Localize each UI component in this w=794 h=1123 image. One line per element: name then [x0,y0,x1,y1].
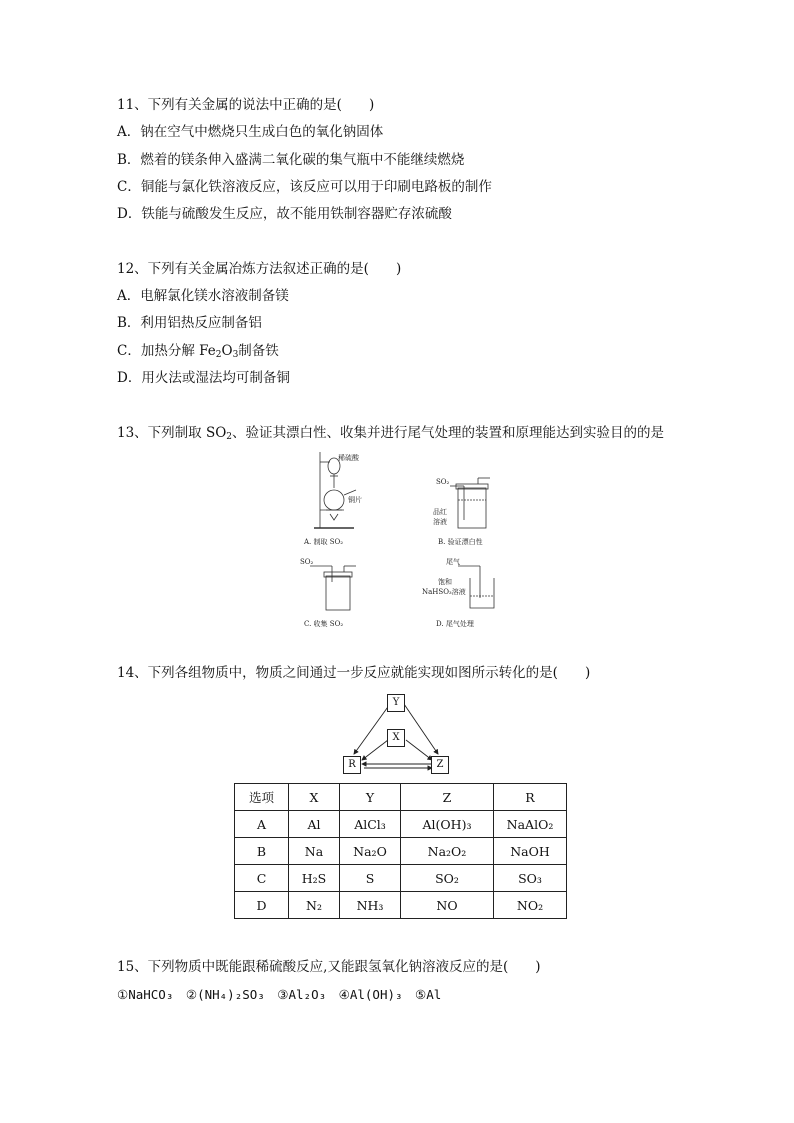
table-header-cell: X [289,784,340,811]
table-row [235,811,567,838]
apparatus-figure [290,448,520,630]
table-header-cell: Y [340,784,401,811]
q11-option-c: C．铜能与氯化铁溶液反应，该反应可以用于印刷电路板的制作 [117,179,492,195]
fig-d-sol1-label: 饱和 [438,578,452,586]
node-z: Z [431,756,449,774]
table-cell: AlCl₃ [340,811,401,838]
fig-b-caption: B. 验证漂白性 [438,538,483,546]
apparatus-c [310,566,356,610]
q12-option-c: C．加热分解 $Fe_2O_3$制备铁 [117,343,279,360]
fig-d-caption: D. 尾气处理 [436,620,474,628]
apparatus-d [458,566,494,608]
table-cell: Na₂O₂ [401,838,494,865]
table-cell: N₂ [289,892,340,919]
table-cell: Al(OH)₃ [401,811,494,838]
table-cell: Al [289,811,340,838]
fig-a-caption: A. 制取 SO₂ [304,538,344,546]
table-cell: Na₂O [340,838,401,865]
table-cell: C [235,865,289,892]
table-cell: A [235,811,289,838]
q11-option-d: D．铁能与硫酸发生反应，故不能用铁制容器贮存浓硫酸 [117,206,452,222]
node-x: X [387,729,405,747]
q13-stem: 13、下列制取 $SO_2$、验证其漂白性、收集并进行尾气处理的装置和原理能达到实验目的的是 [117,425,665,442]
table-cell: S [340,865,401,892]
fig-c-caption: C. 收集 SO₂ [304,620,344,628]
fig-c-gas-label: SO₂ [300,558,314,566]
q11-stem: 11、下列有关金属的说法中正确的是( ) [117,97,375,113]
table-cell: SO₂ [401,865,494,892]
apparatus-a [314,452,356,528]
q12-stem: 12、下列有关金属冶炼方法叙述正确的是( ) [117,261,402,277]
fig-b-sol2-label: 溶液 [433,518,447,526]
table-cell: SO₃ [494,865,567,892]
q11-option-b: B．燃着的镁条伸入盛满二氧化碳的集气瓶中不能继续燃烧 [117,152,465,168]
q15-options: ①NaHCO₃ ②(NH₄)₂SO₃ ③Al₂O₃ ④Al(OH)₃ ⑤Al [117,987,442,1002]
table-cell: B [235,838,289,865]
fig-b-sol1-label: 品红 [433,508,447,516]
q12-option-b: B．利用铝热反应制备铝 [117,315,262,331]
q12-option-a: A．电解氯化镁水溶液制备镁 [117,288,289,304]
table-header-row [235,784,567,811]
table-cell: NH₃ [340,892,401,919]
q12-option-d: D．用火法或湿法均可制备铜 [117,370,290,386]
fig-a-cu-label: 铜片 [348,496,362,504]
table-header-cell: Z [401,784,494,811]
table-cell: NO₂ [494,892,567,919]
q11-option-a: A．钠在空气中燃烧只生成白色的氧化钠固体 [117,124,384,140]
table-cell: NO [401,892,494,919]
q15-stem: 15、下列物质中既能跟稀硫酸反应,又能跟氢氧化钠溶液反应的是( ) [117,959,541,975]
node-r: R [343,756,361,774]
fig-d-gas-label: 尾气 [446,558,460,566]
table-cell: D [235,892,289,919]
table-row [235,865,567,892]
table-header-cell: 选项 [235,784,289,811]
table-cell: Na [289,838,340,865]
table-cell: H₂S [289,865,340,892]
q14-table [234,783,567,919]
apparatus-b [450,478,490,528]
node-y: Y [387,694,405,712]
table-row [235,892,567,919]
fig-a-acid-label: 稀硫酸 [338,454,359,462]
table-row [235,838,567,865]
fig-d-sol2-label: NaHSO₃溶液 [422,588,466,596]
q14-stem: 14、下列各组物质中，物质之间通过一步反应就能实现如图所示转化的是( ) [117,665,591,681]
table-cell: NaAlO₂ [494,811,567,838]
table-header-cell: R [494,784,567,811]
table-cell: NaOH [494,838,567,865]
fig-b-gas-label: SO₂ [436,478,450,486]
